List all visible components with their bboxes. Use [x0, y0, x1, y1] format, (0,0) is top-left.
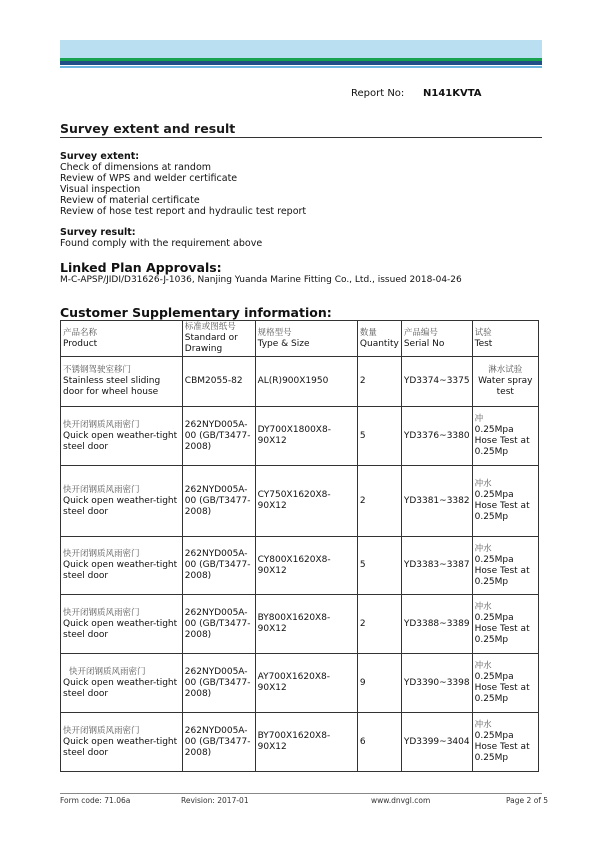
survey-extent-item: Review of WPS and welder certificate — [60, 173, 238, 184]
survey-extent-item: Review of material certificate — [60, 195, 200, 206]
report-label: Report No: — [351, 88, 405, 99]
cell-type: BY700X1620X8-90X12 — [255, 713, 357, 772]
header-band-navy — [60, 61, 542, 65]
footer-form-code: Form code: 71.06a — [60, 796, 131, 805]
cell-test: 冲 0.25Mpa Hose Test at 0.25Mp — [472, 407, 538, 466]
survey-extent-item: Visual inspection — [60, 184, 141, 195]
header-serial: 产品编号 Serial No — [401, 321, 472, 357]
cell-type: AY700X1620X8-90X12 — [255, 654, 357, 713]
cell-serial: YD3399~3404 — [401, 713, 472, 772]
cell-type: CY750X1620X8-90X12 — [255, 466, 357, 537]
footer-revision: Revision: 2017-01 — [181, 796, 249, 805]
cell-standard: 262NYD005A-00 (GB/T3477-2008) — [182, 466, 255, 537]
cell-standard: 262NYD005A-00 (GB/T3477-2008) — [182, 595, 255, 654]
cell-product: 快开闭钢质风雨密门 Quick open weather-tight steel door — [61, 466, 183, 537]
cell-serial: YD3390~3398 — [401, 654, 472, 713]
survey-extent-heading: Survey extent: — [60, 151, 140, 162]
cell-quantity: 6 — [357, 713, 401, 772]
survey-result-heading: Survey result: — [60, 227, 136, 238]
cell-quantity: 9 — [357, 654, 401, 713]
cell-type: AL(R)900X1950 — [255, 357, 357, 407]
footer-page-number: Page 2 of 5 — [506, 796, 549, 805]
survey-title-rule — [60, 137, 542, 138]
table-row — [61, 595, 539, 654]
survey-title: Survey extent and result — [60, 121, 236, 136]
cell-standard: 262NYD005A-00 (GB/T3477-2008) — [182, 537, 255, 595]
cell-serial: YD3374~3375 — [401, 357, 472, 407]
cell-product: 快开闭钢质风雨密门 Quick open weather-tight steel door — [61, 654, 183, 713]
header-type: 规格型号 Type & Size — [255, 321, 357, 357]
table-header-row — [61, 321, 539, 357]
survey-extent-item: Check of dimensions at random — [60, 162, 212, 173]
table-row — [61, 357, 539, 407]
cell-serial: YD3388~3389 — [401, 595, 472, 654]
cell-standard: 262NYD005A-00 (GB/T3477-2008) — [182, 713, 255, 772]
survey-result-section — [60, 227, 262, 249]
cell-serial: YD3383~3387 — [401, 537, 472, 595]
header-product: 产品名称 Product — [61, 321, 183, 357]
header-test: 试验 Test — [472, 321, 538, 357]
linked-plan-title: Linked Plan Approvals: — [60, 260, 222, 275]
supplementary-table — [60, 320, 539, 772]
cell-quantity: 2 — [357, 595, 401, 654]
cell-type: BY800X1620X8-90X12 — [255, 595, 357, 654]
header-standard: 标准或图纸号 Standard or Drawing — [182, 321, 255, 357]
survey-result-text: Found comply with the requirement above — [60, 238, 263, 249]
table-row — [61, 654, 539, 713]
linked-plan-text: M-C-APSP/JIDI/D31626-J-1036, Nanjing Yuanda Marine Fitting Co., Ltd., issued 2018-04-26 — [60, 275, 462, 285]
report-value: N141KVTA — [423, 88, 482, 99]
cell-test: 冲水 0.25Mpa Hose Test at 0.25Mp — [472, 466, 538, 537]
cell-quantity: 5 — [357, 537, 401, 595]
header-quantity: 数量 Quantity — [357, 321, 401, 357]
cell-test: 冲水 0.25Mpa Hose Test at 0.25Mp — [472, 537, 538, 595]
cell-test: 淋水试验 Water spray test — [472, 357, 538, 407]
cell-product: 不锈钢驾驶室移门 Stainless steel sliding door for wheel house — [61, 357, 183, 407]
cell-standard: CBM2055-82 — [182, 357, 255, 407]
cell-serial: YD3376~3380 — [401, 407, 472, 466]
cell-quantity: 2 — [357, 466, 401, 537]
cell-serial: YD3381~3382 — [401, 466, 472, 537]
cell-product: 快开闭钢质风雨密门 Quick open weather-tight steel door — [61, 407, 183, 466]
cell-product: 快开闭钢质风雨密门 Quick open weather-tight steel door — [61, 537, 183, 595]
cell-type: DY700X1800X8-90X12 — [255, 407, 357, 466]
header-band-sky — [60, 66, 542, 68]
report-number — [351, 88, 482, 99]
cell-test: 冲水 0.25Mpa Hose Test at 0.25Mp — [472, 713, 538, 772]
supplementary-title: Customer Supplementary information: — [60, 305, 332, 320]
table-row — [61, 466, 539, 537]
cell-product: 快开闭钢质风雨密门 Quick open weather-tight steel door — [61, 713, 183, 772]
cell-quantity: 5 — [357, 407, 401, 466]
table-row — [61, 407, 539, 466]
cell-quantity: 2 — [357, 357, 401, 407]
survey-extent-item: Review of hose test report and hydraulic test report — [60, 206, 307, 217]
cell-standard: 262NYD005A-00 (GB/T3477-2008) — [182, 407, 255, 466]
cell-test: 冲水 0.25Mpa Hose Test at 0.25Mp — [472, 595, 538, 654]
survey-extent-section — [60, 151, 306, 217]
header-band-light — [60, 40, 542, 58]
cell-test: 冲水 0.25Mpa Hose Test at 0.25Mp — [472, 654, 538, 713]
cell-product: 快开闭钢质风雨密门 Quick open weather-tight steel door — [61, 595, 183, 654]
table-row — [61, 713, 539, 772]
cell-standard: 262NYD005A-00 (GB/T3477-2008) — [182, 654, 255, 713]
footer-website[interactable]: www.dnvgl.com — [371, 796, 431, 805]
table-row — [61, 537, 539, 595]
footer-rule — [60, 793, 542, 794]
cell-type: CY800X1620X8-90X12 — [255, 537, 357, 595]
